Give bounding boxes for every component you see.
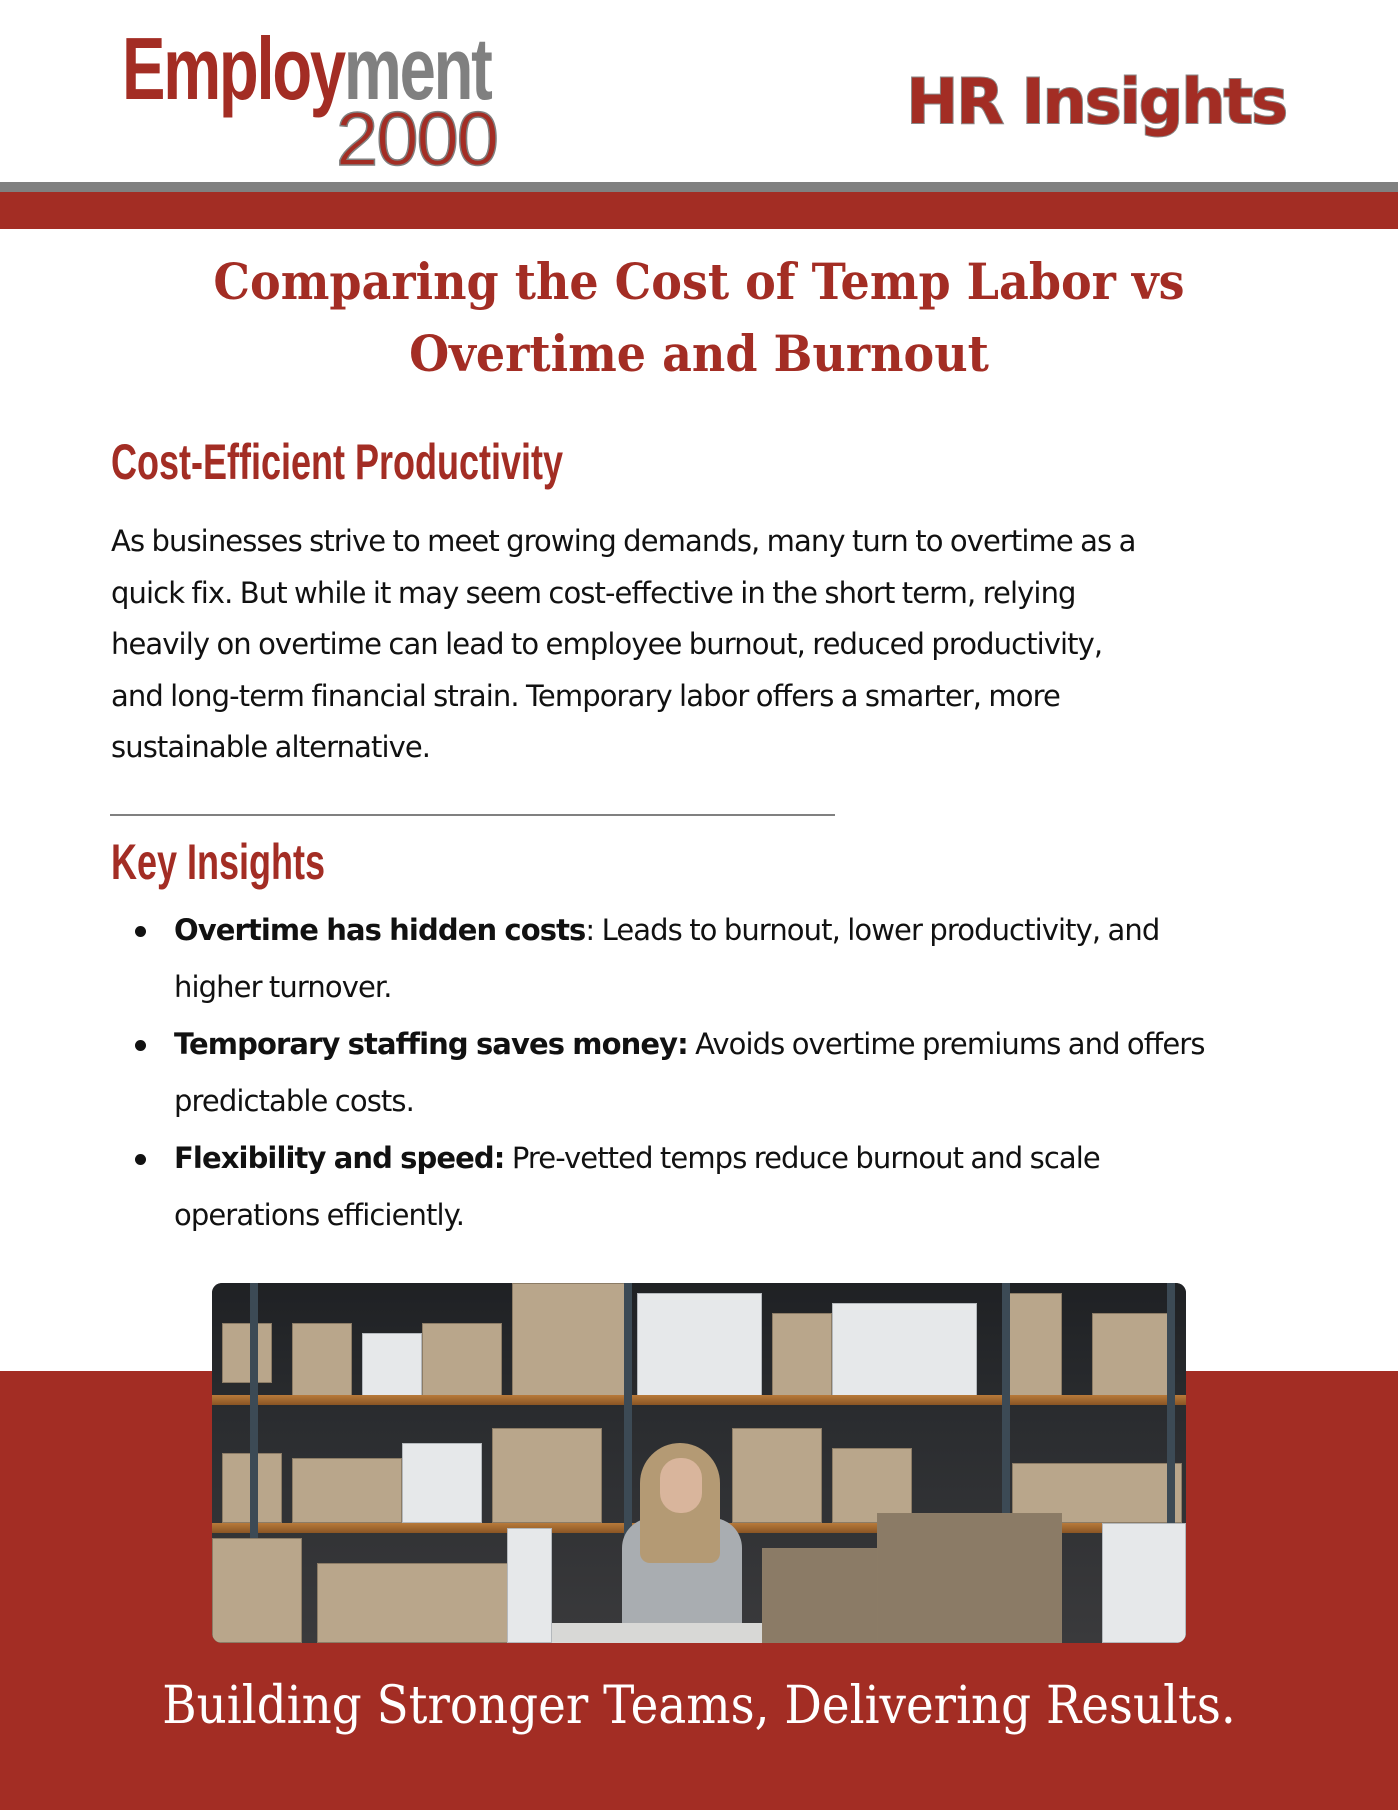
photo-box [732,1428,822,1523]
logo-year: 2000 [336,97,498,182]
photo-box [832,1448,912,1523]
insight-item [111,1016,1361,1130]
photo-box [512,1283,627,1398]
photo-box [212,1538,302,1643]
insight-line-2: predictable costs. [174,1084,414,1118]
insight-bold-label: Flexibility and speed: [174,1141,505,1175]
article-title-line-1: Comparing the Cost of Temp Labor vs [213,252,1185,311]
photo-box [362,1333,422,1398]
bullet-icon [135,1040,146,1051]
photo-box [317,1563,512,1643]
insight-line-2: operations efficiently. [174,1198,465,1232]
employment-2000-logo [122,19,542,182]
intro-paragraph [111,516,1311,774]
insight-line-2: higher turnover. [174,970,392,1004]
photo-box [637,1293,762,1398]
photo-box [772,1313,832,1398]
intro-line: As businesses strive to meet growing demands, many turn to overtime as a [111,524,1136,558]
intro-line: sustainable alternative. [111,730,431,764]
logo-word-red: Employ [122,19,344,118]
photo-shelf [212,1395,1186,1405]
intro-line: and long-term financial strain. Temporary labor offers a smarter, more [111,678,1060,713]
photo-person-face [660,1458,702,1513]
insight-line-1 [174,902,1361,959]
insight-bold-label: Temporary staffing saves money: [174,1027,688,1061]
insight-text: Pre-vetted temps reduce burnout and scale [504,1141,1100,1175]
insight-line-1 [174,1130,1361,1187]
insight-item [111,1130,1361,1244]
section-heading-key-insights: Key Insights [111,834,326,890]
key-insights-list [111,902,1361,1244]
photo-box [832,1303,977,1398]
bullet-icon [135,1154,146,1165]
insight-text: Avoids overtime premiums and offers [687,1027,1205,1061]
article-title [56,246,1342,390]
insight-item [111,902,1361,1016]
photo-box [1092,1313,1172,1398]
intro-line: quick fix. But while it may seem cost-effective in the short term, relying [111,575,1076,610]
header-red-band [0,192,1398,229]
insight-text: : Leads to burnout, lower productivity, and [585,913,1160,947]
section-divider [110,814,835,816]
photo-box [292,1458,402,1523]
photo-box [492,1428,602,1523]
photo-box [422,1323,502,1398]
header-gray-band [0,182,1398,192]
insight-line-1 [174,1016,1361,1073]
logo-word-gray: ment [343,19,491,118]
photo-box [292,1323,352,1398]
section-heading-cost-efficient: Cost-Efficient Productivity [111,434,564,490]
warehouse-photo [212,1283,1186,1643]
photo-box [1102,1523,1186,1643]
bullet-icon [135,926,146,937]
insight-bold-label: Overtime has hidden costs [174,913,586,947]
intro-line: heavily on overtime can lead to employee burnout, reduced productivity, [111,627,1103,661]
hr-insights-badge: HR Insights [906,65,1286,138]
footer-tagline: Building Stronger Teams, Delivering Results. [162,1676,1236,1736]
photo-box [1002,1293,1062,1398]
page-header [0,0,1398,182]
photo-box [507,1528,552,1643]
photo-box [877,1513,1062,1643]
photo-box [402,1443,482,1523]
photo-box [222,1323,272,1383]
article-title-line-2: Overtime and Burnout [409,324,989,383]
